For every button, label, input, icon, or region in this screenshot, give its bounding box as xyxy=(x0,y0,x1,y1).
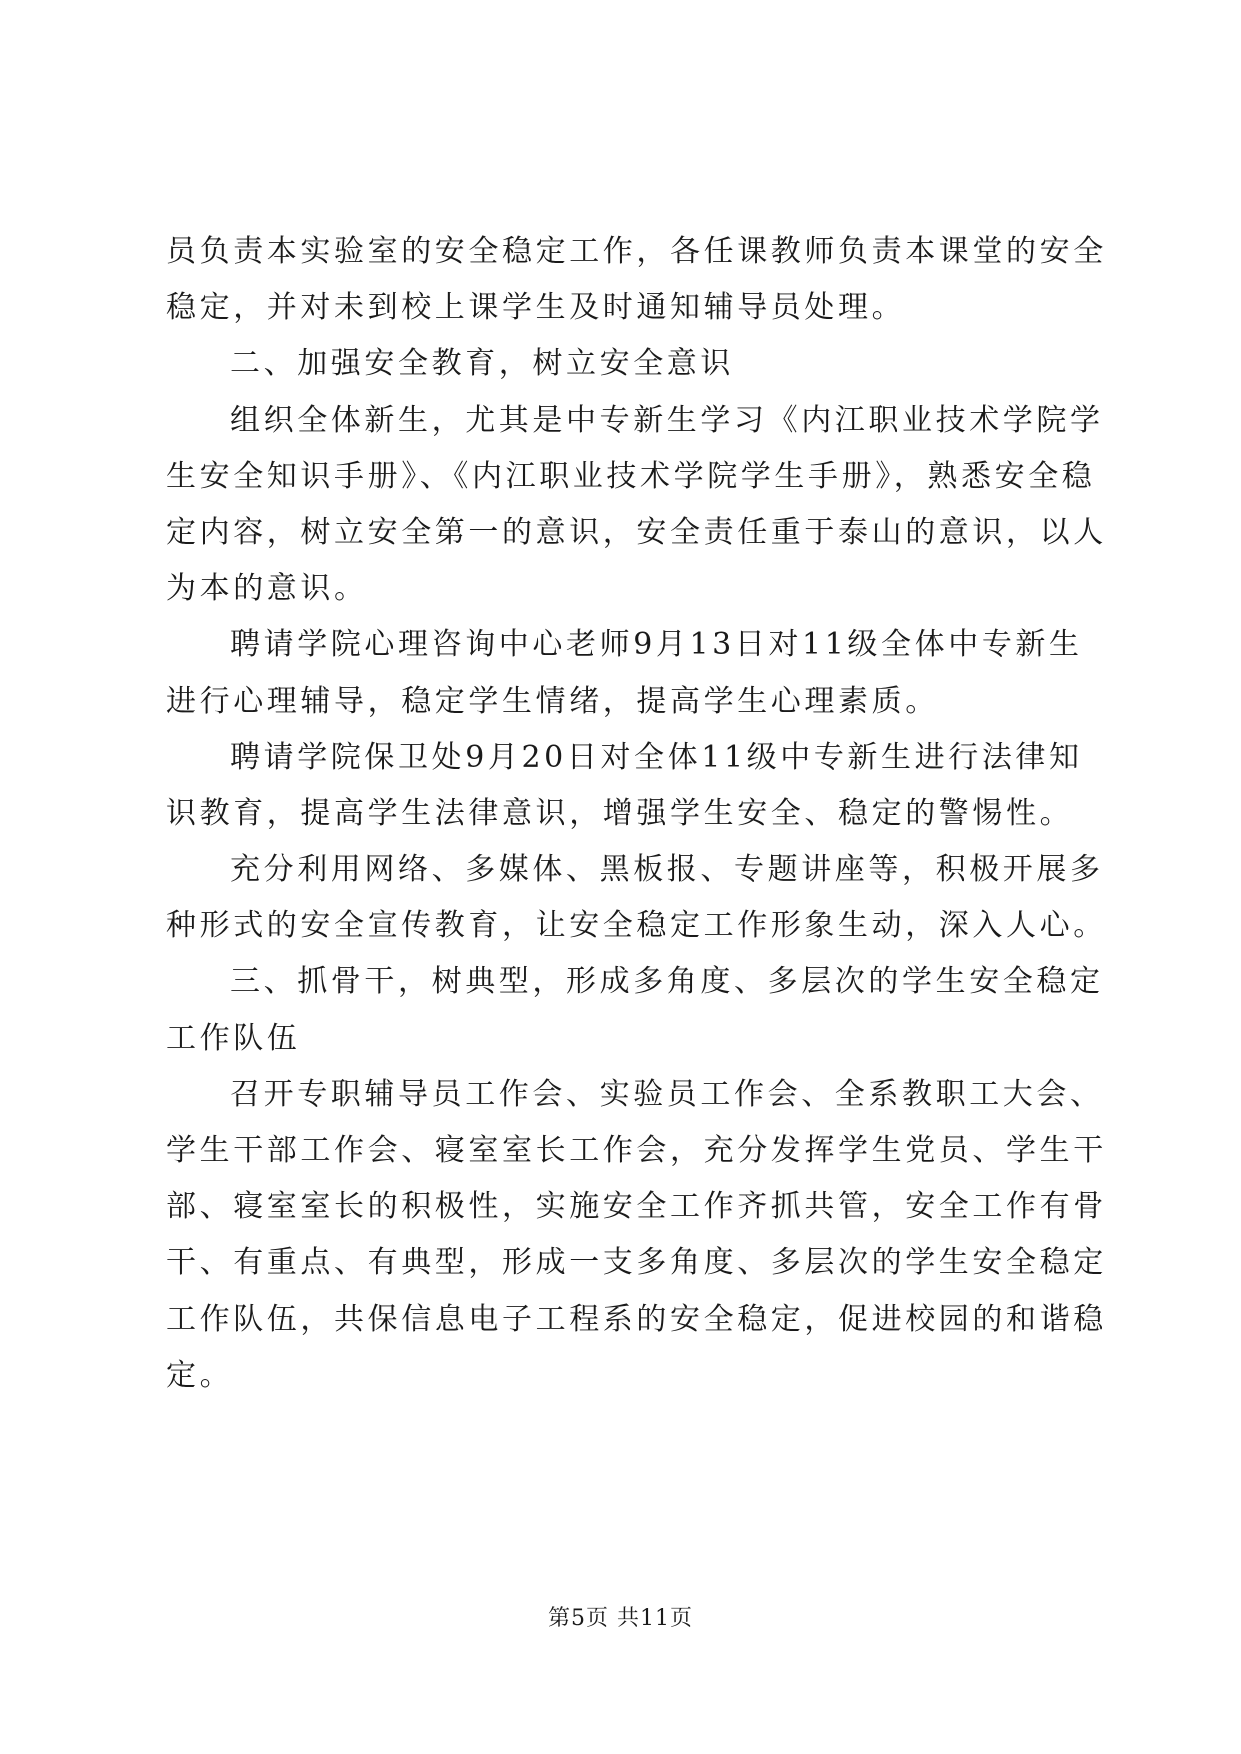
section-heading: 二、加强安全教育，树立安全意识 xyxy=(230,346,734,382)
page-number-footer: 第5页 共11页 xyxy=(548,1606,693,1631)
text-line: 组织全体新生，尤其是中专新生学习《内江职业技术学院学 xyxy=(230,402,1104,438)
section-heading: 三、抓骨干，树典型，形成多角度、多层次的学生安全稳定 xyxy=(230,964,1104,1000)
document-body xyxy=(166,224,1107,1404)
text-line: 充分利用网络、多媒体、黑板报、专题讲座等，积极开展多 xyxy=(230,852,1104,888)
text-line: 定。 xyxy=(166,1357,234,1393)
text-line: 工作队伍，共保信息电子工程系的安全稳定，促进校园的和谐稳 xyxy=(166,1301,1107,1337)
section-heading-continued: 工作队伍 xyxy=(166,1020,301,1056)
text-line: 稳定，并对未到校上课学生及时通知辅导员处理。 xyxy=(166,290,906,326)
text-line: 进行心理辅导，稳定学生情绪，提高学生心理素质。 xyxy=(166,683,939,719)
text-line: 部、寝室室长的积极性，实施安全工作齐抓共管，安全工作有骨 xyxy=(166,1189,1107,1225)
text-line: 定内容，树立安全第一的意识，安全责任重于泰山的意识，以人 xyxy=(166,514,1107,550)
text-line: 聘请学院心理咨询中心老师9月13日对11级全体中专新生 xyxy=(230,627,1083,663)
text-line: 员负责本实验室的安全稳定工作，各任课教师负责本课堂的安全 xyxy=(166,234,1107,269)
text-line: 聘请学院保卫处9月20日对全体11级中专新生进行法律知 xyxy=(230,739,1083,775)
text-line: 学生干部工作会、寝室室长工作会，充分发挥学生党员、学生干 xyxy=(166,1133,1107,1168)
text-line: 为本的意识。 xyxy=(166,571,368,607)
text-line: 召开专职辅导员工作会、实验员工作会、全系教职工大会、 xyxy=(230,1076,1104,1112)
text-line: 生安全知识手册》、《内江职业技术学院学生手册》，熟悉安全稳 xyxy=(166,458,1096,494)
text-line: 识教育，提高学生法律意识，增强学生安全、稳定的警惕性。 xyxy=(166,795,1074,831)
text-line: 种形式的安全宣传教育，让安全稳定工作形象生动，深入人心。 xyxy=(166,908,1107,944)
text-line: 干、有重点、有典型，形成一支多角度、多层次的学生安全稳定 xyxy=(166,1245,1107,1281)
